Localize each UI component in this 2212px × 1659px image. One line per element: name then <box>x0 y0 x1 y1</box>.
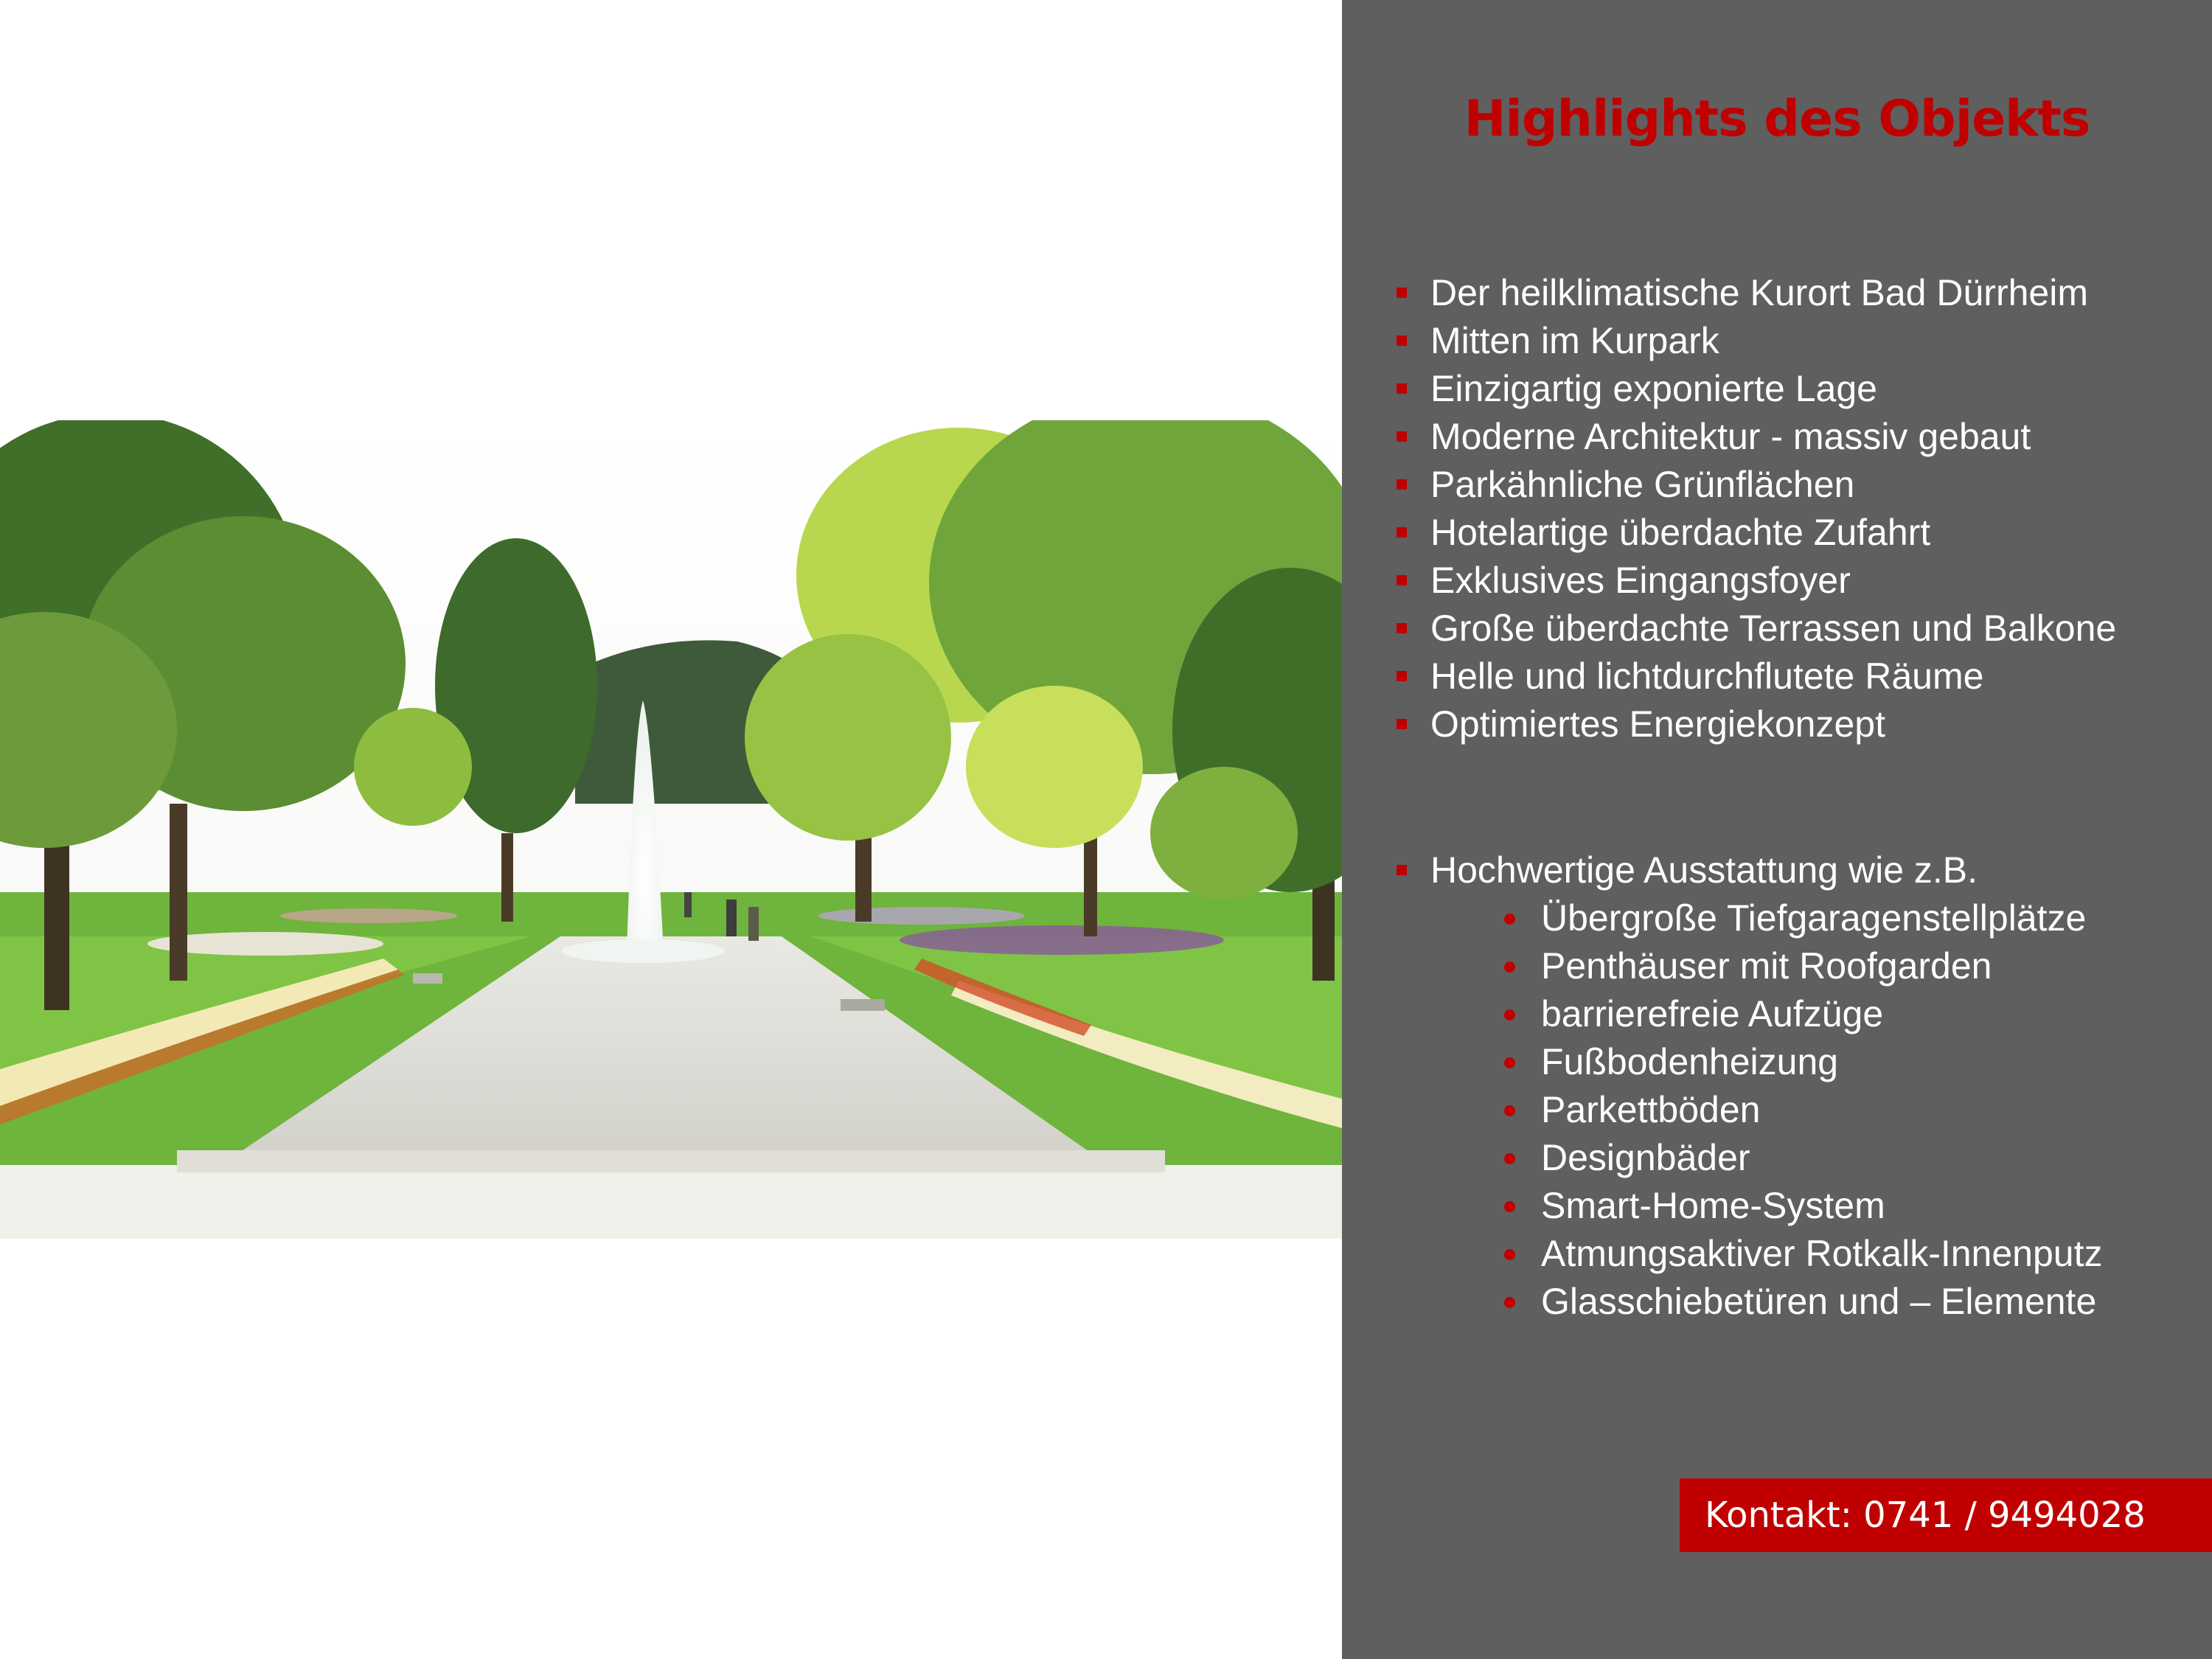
square-bullet-icon <box>1397 288 1407 298</box>
park-photo-drawing <box>0 420 1342 1239</box>
round-bullet-icon <box>1504 914 1515 925</box>
park-photo <box>0 420 1342 1239</box>
square-bullet-icon <box>1397 335 1407 346</box>
highlights-list <box>1392 269 2116 748</box>
equipment-heading: Hochwertige Ausstattung wie z.B. <box>1392 846 1978 894</box>
list-item: Parkähnliche Grünflächen <box>1392 461 2116 509</box>
round-bullet-icon <box>1504 1201 1515 1212</box>
list-item: Einzigartig exponierte Lage <box>1392 365 2116 413</box>
highlights-title: Highlights des Objekts <box>1464 90 2090 148</box>
list-item: Mitten im Kurpark <box>1392 317 2116 365</box>
highlights-panel <box>1342 0 2212 1659</box>
list-item: Designbäder <box>1503 1134 2102 1182</box>
round-bullet-icon <box>1504 1249 1515 1260</box>
list-item: Glasschiebetüren und – Elemente <box>1503 1278 2102 1326</box>
list-item: Der heilklimatische Kurort Bad Dürrheim <box>1392 269 2116 317</box>
square-bullet-icon <box>1397 719 1407 729</box>
list-item: Atmungsaktiver Rotkalk-Innenputz <box>1503 1230 2102 1278</box>
list-item: Hotelartige überdachte Zufahrt <box>1392 509 2116 557</box>
list-item: Optimiertes Energiekonzept <box>1392 700 2116 748</box>
list-item: Große überdachte Terrassen und Balkone <box>1392 605 2116 653</box>
list-item: barrierefreie Aufzüge <box>1503 990 2102 1038</box>
square-bullet-icon <box>1397 671 1407 681</box>
square-bullet-icon <box>1397 383 1407 394</box>
round-bullet-icon <box>1504 1105 1515 1116</box>
list-item: Smart-Home-System <box>1503 1182 2102 1230</box>
round-bullet-icon <box>1504 1297 1515 1308</box>
square-bullet-icon <box>1397 479 1407 490</box>
list-item: Moderne Architektur - massiv gebaut <box>1392 413 2116 461</box>
round-bullet-icon <box>1504 1009 1515 1020</box>
contact-banner <box>1680 1478 2212 1552</box>
list-item: Fußbodenheizung <box>1503 1038 2102 1086</box>
list-item: Penthäuser mit Roofgarden <box>1503 942 2102 990</box>
round-bullet-icon <box>1504 961 1515 973</box>
list-item: Übergroße Tiefgaragenstellplätze <box>1503 894 2102 942</box>
list-item: Helle und lichtdurchflutete Räume <box>1392 653 2116 700</box>
round-bullet-icon <box>1504 1057 1515 1068</box>
square-bullet-icon <box>1397 623 1407 633</box>
square-bullet-icon <box>1397 431 1407 442</box>
equipment-heading-list <box>1392 846 1978 894</box>
list-item: Parkettböden <box>1503 1086 2102 1134</box>
contact-text: Kontakt: 0741 / 9494028 <box>1705 1495 2146 1536</box>
square-bullet-icon <box>1397 575 1407 585</box>
list-item: Exklusives Eingangsfoyer <box>1392 557 2116 605</box>
equipment-list <box>1503 894 2102 1326</box>
square-bullet-icon <box>1397 865 1407 875</box>
square-bullet-icon <box>1397 527 1407 538</box>
round-bullet-icon <box>1504 1153 1515 1164</box>
